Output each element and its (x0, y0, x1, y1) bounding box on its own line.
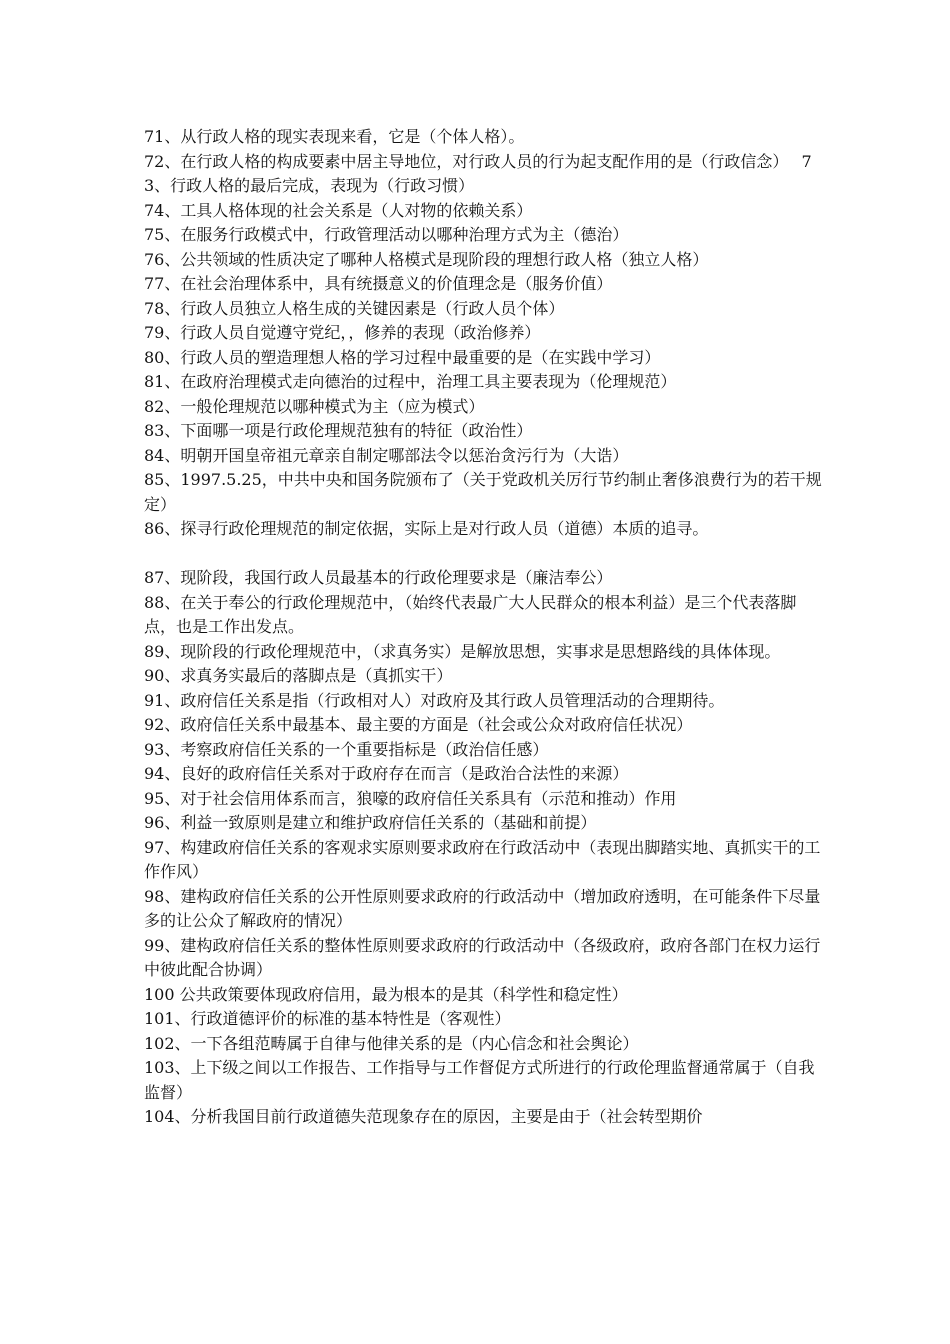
qa-line-94: 94、良好的政府信任关系对于政府存在而言（是政治合法性的来源） (144, 764, 629, 783)
qa-line-78: 78、行政人员独立人格生成的关键因素是（行政人员个体） (144, 298, 565, 318)
qa-line-101: 101、行政道德评价的标准的基本特性是（客观性） (144, 1009, 511, 1028)
qa-line-75: 75、在服务行政模式中，行政管理活动以哪种治理方式为主（德治） (144, 225, 629, 244)
qa-line-83: 83、下面哪一项是行政伦理规范独有的特征（政治性） (144, 421, 533, 440)
qa-line-99: 99、建构政府信任关系的整体性原则要求政府的行政活动中（各级政府，政府各部门在权力运行中彼此配合协调） (144, 935, 821, 979)
qa-line-103: 103、上下级之间以工作报告、工作指导与工作督促方式所进行的行政伦理监督通常属于（自我监督） (144, 1058, 815, 1102)
qa-line-71: 71、从行政人格的现实表现来看，它是（个体人格）。 (144, 127, 525, 146)
qa-line-95: 95、对于社会信用体系而言，狼嚎的政府信任关系具有（示范和推动）作用 (144, 788, 677, 808)
qa-line-97: 97、构建政府信任关系的客观求实原则要求政府在行政活动中（表现出脚踏实地、真抓实干的工作作风） (144, 837, 821, 881)
qa-line-86: 86、探寻行政伦理规范的制定依据，实际上是对行政人员（道德）本质的追寻。 (144, 519, 709, 538)
qa-line-104: 104、分析我国目前行政道德失范现象存在的原因，主要是由于（社会转型期价 (144, 1107, 703, 1126)
qa-line-102: 102、一下各组范畴属于自律与他律关系的是（内心信念和社会舆论） (144, 1033, 639, 1053)
qa-line-72-73: 72、在行政人格的构成要素中居主导地位，对行政人员的行为起支配作用的是（行政信念） 73、行政人格的最后完成，表现为（行政习惯） (144, 151, 812, 195)
qa-line-82: 82、一般伦理规范以哪种模式为主（应为模式） (144, 396, 485, 416)
qa-line-87: 87、现阶段，我国行政人员最基本的行政伦理要求是（廉洁奉公） (144, 568, 613, 587)
qa-line-96: 96、利益一致原则是建立和维护政府信任关系的（基础和前提） (144, 813, 597, 832)
qa-line-77: 77、在社会治理体系中，具有统摄意义的价值理念是（服务价值） (144, 274, 613, 293)
qa-line-80: 80、行政人员的塑造理想人格的学习过程中最重要的是（在实践中学习） (144, 347, 661, 367)
qa-line-81: 81、在政府治理模式走向德治的过程中，治理工具主要表现为（伦理规范） (144, 372, 677, 391)
qa-line-85: 85、1997.5.25，中共中央和国务院颁布了（关于党政机关厉行节约制止奢侈浪费行为的若干规定） (144, 470, 822, 514)
qa-line-84: 84、明朝开国皇帝祖元章亲自制定哪部法令以惩治贪污行为（大诰） (144, 445, 629, 465)
document-body (144, 125, 824, 1130)
qa-line-89: 89、现阶段的行政伦理规范中，（求真务实）是解放思想，实事求是思想路线的具体体现。 (144, 641, 781, 661)
qa-line-98: 98、建构政府信任关系的公开性原则要求政府的行政活动中（增加政府透明，在可能条件下尽量多的让公众了解政府的情况） (144, 886, 821, 930)
qa-line-76: 76、公共领域的性质决定了哪种人格模式是现阶段的理想行政人格（独立人格） (144, 249, 709, 269)
qa-line-93: 93、考察政府信任关系的一个重要指标是（政治信任感） (144, 739, 549, 759)
blank-line (144, 542, 824, 567)
qa-line-92: 92、政府信任关系中最基本、最主要的方面是（社会或公众对政府信任状况） (144, 715, 693, 734)
qa-line-74: 74、工具人格体现的社会关系是（人对物的依赖关系） (144, 200, 533, 220)
qa-line-79: 79、行政人员自觉遵守党纪，，修养的表现（政治修养） (144, 323, 541, 342)
qa-line-88: 88、在关于奉公的行政伦理规范中，（始终代表最广大人民群众的根本利益）是三个代表落脚点，也是工作出发点。 (144, 592, 797, 636)
qa-line-90: 90、求真务实最后的落脚点是（真抓实干） (144, 666, 453, 685)
qa-line-91: 91、政府信任关系是指（行政相对人）对政府及其行政人员管理活动的合理期待。 (144, 690, 725, 710)
qa-line-100: 100 公共政策要体现政府信用，最为根本的是其（科学性和稳定性） (144, 984, 628, 1004)
